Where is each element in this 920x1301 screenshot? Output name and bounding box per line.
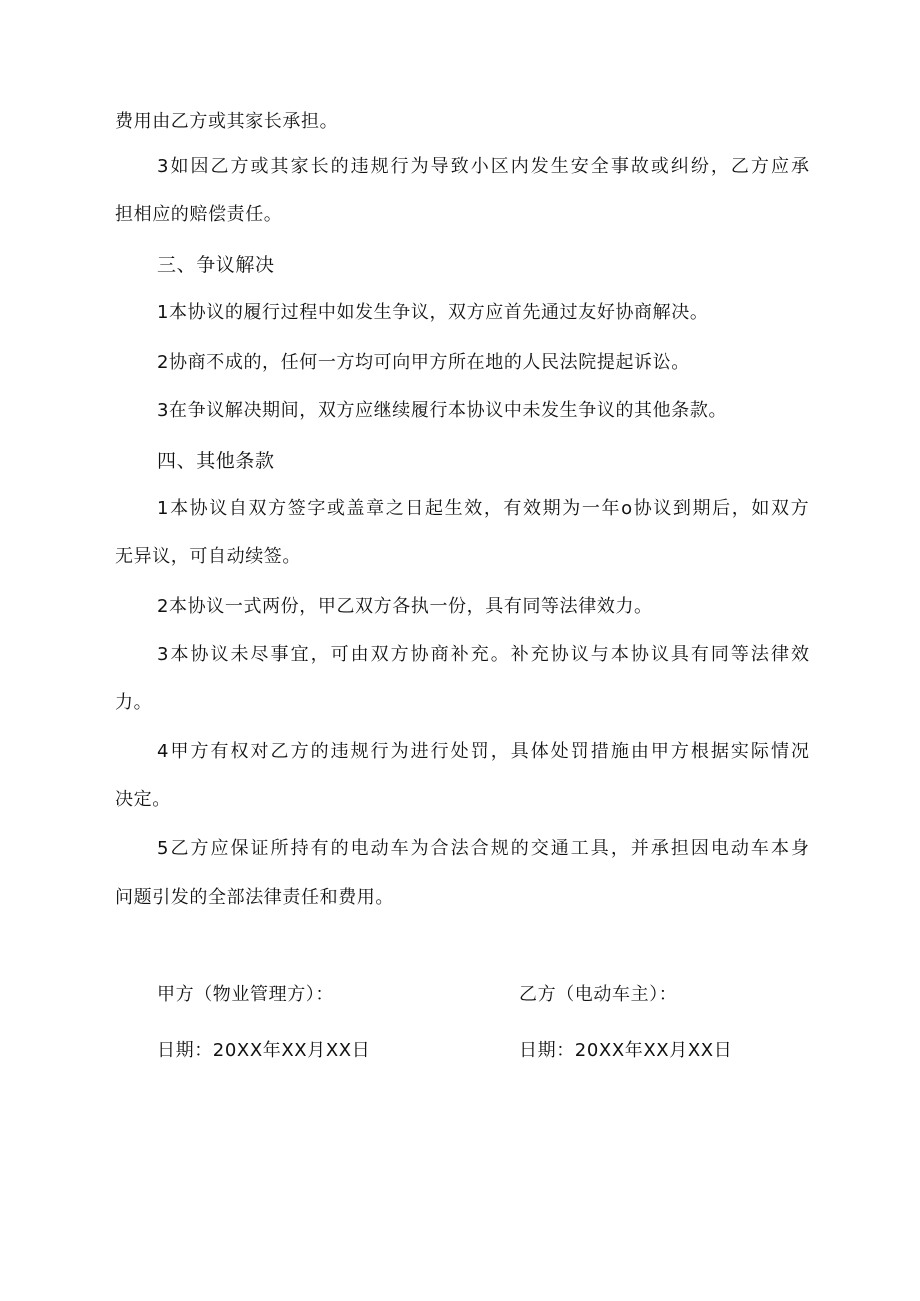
text-glyph: 施 bbox=[610, 741, 629, 762]
text-glyph: 方 bbox=[670, 741, 689, 762]
other-clause-2: 2本协议一式两份，甲乙双方各执一份，具有同等法律效力。 bbox=[157, 596, 653, 617]
text-glyph: 合 bbox=[470, 838, 489, 859]
text-glyph: 证 bbox=[250, 838, 269, 859]
text-glyph: 所 bbox=[270, 838, 289, 859]
text-glyph: 乙 bbox=[170, 838, 189, 859]
text-glyph: 发 bbox=[530, 156, 549, 177]
text-glyph: 致 bbox=[450, 156, 469, 177]
text-glyph: 的 bbox=[510, 838, 529, 859]
text-glyph: 或 bbox=[650, 156, 669, 177]
text-glyph: 字 bbox=[307, 498, 326, 519]
text-glyph: 处 bbox=[450, 741, 469, 762]
text-glyph: 议 bbox=[570, 644, 589, 665]
text-glyph: 违 bbox=[350, 156, 369, 177]
text-glyph: 身 bbox=[790, 838, 809, 859]
text-glyph: 方 bbox=[290, 741, 309, 762]
dispute-clause-2: 2协商不成的，任何一方均可向甲方所在地的人民法院提起诉讼。 bbox=[157, 352, 690, 373]
text-glyph: 行 bbox=[390, 156, 409, 177]
text-glyph: 交 bbox=[530, 838, 549, 859]
text-glyph: 电 bbox=[350, 838, 369, 859]
other-clause-4-line-1 bbox=[157, 740, 809, 764]
text-glyph: 本 bbox=[610, 644, 629, 665]
other-clause-1-line-1 bbox=[157, 497, 809, 521]
text-glyph: 充 bbox=[530, 644, 549, 665]
text-glyph: 如 bbox=[170, 156, 189, 177]
text-glyph: 有 bbox=[310, 838, 329, 859]
text-glyph: 车 bbox=[750, 838, 769, 859]
text-glyph: 工 bbox=[570, 838, 589, 859]
text-glyph: 由 bbox=[630, 741, 649, 762]
text-glyph: 宜 bbox=[290, 644, 309, 665]
text-glyph: 方 bbox=[390, 644, 409, 665]
text-glyph: 措 bbox=[590, 741, 609, 762]
text-glyph: 承 bbox=[650, 838, 669, 859]
text-glyph: 双 bbox=[370, 644, 389, 665]
clause-3-line-2: 担相应的赔偿责任。 bbox=[115, 204, 283, 225]
text-glyph: 保 bbox=[230, 838, 249, 859]
text-glyph: 同 bbox=[710, 644, 729, 665]
text-glyph: 之 bbox=[385, 498, 404, 519]
other-clause-4-line-2: 决定。 bbox=[115, 789, 171, 810]
text-glyph: 或 bbox=[250, 156, 269, 177]
text-glyph: 动 bbox=[370, 838, 389, 859]
clause-3-line-1 bbox=[157, 155, 809, 179]
text-glyph: ， bbox=[731, 498, 750, 519]
text-glyph: o bbox=[621, 498, 633, 519]
text-glyph: 方 bbox=[230, 156, 249, 177]
text-glyph: 自 bbox=[228, 498, 247, 519]
text-glyph: 到 bbox=[672, 498, 691, 519]
text-glyph: 3 bbox=[157, 644, 169, 665]
text-glyph: 协 bbox=[550, 644, 569, 665]
text-glyph: 长 bbox=[310, 156, 329, 177]
text-glyph: 车 bbox=[390, 838, 409, 859]
text-glyph: 电 bbox=[710, 838, 729, 859]
text-glyph: 承 bbox=[790, 156, 809, 177]
text-glyph: 况 bbox=[790, 741, 809, 762]
text-glyph: 期 bbox=[692, 498, 711, 519]
text-glyph: 本 bbox=[170, 644, 189, 665]
text-glyph: 5 bbox=[157, 838, 169, 859]
text-glyph: 议 bbox=[653, 498, 672, 519]
text-glyph: 的 bbox=[330, 838, 349, 859]
text-glyph: 纠 bbox=[670, 156, 689, 177]
text-glyph: 故 bbox=[630, 156, 649, 177]
text-glyph: 际 bbox=[750, 741, 769, 762]
text-glyph: 协 bbox=[189, 498, 208, 519]
party-a-date: 日期：20XX年XX月XX日 bbox=[157, 1040, 371, 1061]
text-glyph: 违 bbox=[330, 741, 349, 762]
text-glyph: 乙 bbox=[210, 156, 229, 177]
text-glyph: 签 bbox=[287, 498, 306, 519]
text-glyph: 方 bbox=[750, 156, 769, 177]
text-glyph: 生 bbox=[550, 156, 569, 177]
text-glyph: 罚 bbox=[470, 741, 489, 762]
text-glyph: 未 bbox=[230, 644, 249, 665]
text-glyph: 效 bbox=[464, 498, 483, 519]
text-glyph: 双 bbox=[770, 498, 789, 519]
text-glyph: 协 bbox=[410, 644, 429, 665]
other-clause-3-line-2: 力。 bbox=[115, 692, 153, 713]
text-glyph: 甲 bbox=[650, 741, 669, 762]
text-glyph: 事 bbox=[270, 644, 289, 665]
text-glyph: 并 bbox=[630, 838, 649, 859]
text-glyph: 议 bbox=[210, 644, 229, 665]
text-glyph: 商 bbox=[430, 644, 449, 665]
text-glyph: 实 bbox=[730, 741, 749, 762]
text-glyph: 章 bbox=[366, 498, 385, 519]
text-glyph: 家 bbox=[290, 156, 309, 177]
text-glyph: 本 bbox=[770, 838, 789, 859]
text-glyph: 有 bbox=[503, 498, 522, 519]
text-glyph: 合 bbox=[430, 838, 449, 859]
text-glyph: 。 bbox=[490, 644, 509, 665]
text-glyph: 为 bbox=[410, 156, 429, 177]
text-glyph: 纷 bbox=[690, 156, 709, 177]
text-glyph: ， bbox=[610, 838, 629, 859]
text-glyph: 应 bbox=[210, 838, 229, 859]
text-glyph: 其 bbox=[270, 156, 289, 177]
text-glyph: 事 bbox=[610, 156, 629, 177]
text-glyph: 因 bbox=[190, 156, 209, 177]
dispute-clause-3: 3在争议解决期间，双方应继续履行本协议中未发生争议的其他条款。 bbox=[157, 400, 728, 421]
text-glyph: 的 bbox=[310, 741, 329, 762]
text-glyph: 应 bbox=[770, 156, 789, 177]
other-clause-1-line-2: 无异议，可自动续签。 bbox=[115, 546, 301, 567]
text-glyph: ， bbox=[483, 498, 502, 519]
text-glyph: 效 bbox=[790, 644, 809, 665]
text-glyph: 协 bbox=[190, 644, 209, 665]
text-glyph: 为 bbox=[562, 498, 581, 519]
text-glyph: 情 bbox=[770, 741, 789, 762]
text-glyph: 起 bbox=[424, 498, 443, 519]
text-glyph: 本 bbox=[170, 498, 189, 519]
text-glyph: 动 bbox=[730, 838, 749, 859]
paragraph-line: 费用由乙方或其家长承担。 bbox=[115, 111, 339, 132]
text-glyph: 3 bbox=[157, 156, 169, 177]
text-glyph: 为 bbox=[410, 838, 429, 859]
text-glyph: 期 bbox=[542, 498, 561, 519]
text-glyph: 年 bbox=[601, 498, 620, 519]
text-glyph: 全 bbox=[590, 156, 609, 177]
text-glyph: 方 bbox=[268, 498, 287, 519]
text-glyph: 法 bbox=[450, 838, 469, 859]
text-glyph: 律 bbox=[770, 644, 789, 665]
text-glyph: 方 bbox=[190, 741, 209, 762]
text-glyph: 补 bbox=[510, 644, 529, 665]
text-glyph: 可 bbox=[330, 644, 349, 665]
text-glyph: 具 bbox=[590, 838, 609, 859]
text-glyph: 权 bbox=[230, 741, 249, 762]
text-glyph: 1 bbox=[157, 498, 169, 519]
text-glyph: 内 bbox=[510, 156, 529, 177]
text-glyph: 补 bbox=[450, 644, 469, 665]
party-a-signature-label: 甲方（物业管理方）： bbox=[157, 984, 334, 1005]
text-glyph: 生 bbox=[444, 498, 463, 519]
section-heading-other-terms: 四、其他条款 bbox=[157, 450, 275, 472]
text-glyph: 为 bbox=[390, 741, 409, 762]
text-glyph: 据 bbox=[710, 741, 729, 762]
text-glyph: 法 bbox=[750, 644, 769, 665]
text-glyph: 后 bbox=[712, 498, 731, 519]
text-glyph: 行 bbox=[430, 741, 449, 762]
text-glyph: 导 bbox=[430, 156, 449, 177]
text-glyph: 方 bbox=[790, 498, 809, 519]
text-glyph: 等 bbox=[730, 644, 749, 665]
text-glyph: 双 bbox=[248, 498, 267, 519]
party-b-signature-label: 乙方（电动车主）： bbox=[519, 984, 678, 1005]
section-heading-dispute-resolution: 三、争议解决 bbox=[157, 254, 275, 276]
text-glyph: 与 bbox=[590, 644, 609, 665]
text-glyph: 4 bbox=[157, 741, 169, 762]
text-glyph: 对 bbox=[250, 741, 269, 762]
text-glyph: ， bbox=[490, 741, 509, 762]
party-b-date: 日期：20XX年XX月XX日 bbox=[519, 1040, 733, 1061]
text-glyph: 盖 bbox=[346, 498, 365, 519]
text-glyph: 进 bbox=[410, 741, 429, 762]
text-glyph: 效 bbox=[523, 498, 542, 519]
text-glyph: 议 bbox=[650, 644, 669, 665]
text-glyph: 小 bbox=[470, 156, 489, 177]
text-glyph: 的 bbox=[330, 156, 349, 177]
text-glyph: 方 bbox=[190, 838, 209, 859]
text-glyph: 或 bbox=[326, 498, 345, 519]
text-glyph: 担 bbox=[670, 838, 689, 859]
text-glyph: 乙 bbox=[730, 156, 749, 177]
text-glyph: 规 bbox=[370, 156, 389, 177]
text-glyph: 行 bbox=[370, 741, 389, 762]
text-glyph: 乙 bbox=[270, 741, 289, 762]
text-glyph: 协 bbox=[633, 498, 652, 519]
text-glyph: 一 bbox=[581, 498, 600, 519]
text-glyph: 甲 bbox=[170, 741, 189, 762]
text-glyph: 根 bbox=[690, 741, 709, 762]
other-clause-3-line-1 bbox=[157, 643, 809, 667]
text-glyph: 有 bbox=[210, 741, 229, 762]
text-glyph: 因 bbox=[690, 838, 709, 859]
text-glyph: 规 bbox=[350, 741, 369, 762]
text-glyph: 安 bbox=[570, 156, 589, 177]
text-glyph: 日 bbox=[405, 498, 424, 519]
text-glyph: 规 bbox=[490, 838, 509, 859]
text-glyph: 具 bbox=[670, 644, 689, 665]
text-glyph: 如 bbox=[751, 498, 770, 519]
text-glyph: 持 bbox=[290, 838, 309, 859]
text-glyph: ， bbox=[310, 644, 329, 665]
text-glyph: 由 bbox=[350, 644, 369, 665]
text-glyph: 尽 bbox=[250, 644, 269, 665]
text-glyph: 充 bbox=[470, 644, 489, 665]
text-glyph: 处 bbox=[550, 741, 569, 762]
text-glyph: 议 bbox=[209, 498, 228, 519]
text-glyph: 有 bbox=[690, 644, 709, 665]
text-glyph: 区 bbox=[490, 156, 509, 177]
text-glyph: 罚 bbox=[570, 741, 589, 762]
dispute-clause-1: 1本协议的履行过程中如发生争议，双方应首先通过友好协商解决。 bbox=[157, 302, 709, 323]
text-glyph: 协 bbox=[630, 644, 649, 665]
other-clause-5-line-1 bbox=[157, 837, 809, 861]
other-clause-5-line-2: 问题引发的全部法律责任和费用。 bbox=[115, 887, 394, 908]
text-glyph: 具 bbox=[510, 741, 529, 762]
text-glyph: ， bbox=[710, 156, 729, 177]
text-glyph: 通 bbox=[550, 838, 569, 859]
text-glyph: 体 bbox=[530, 741, 549, 762]
